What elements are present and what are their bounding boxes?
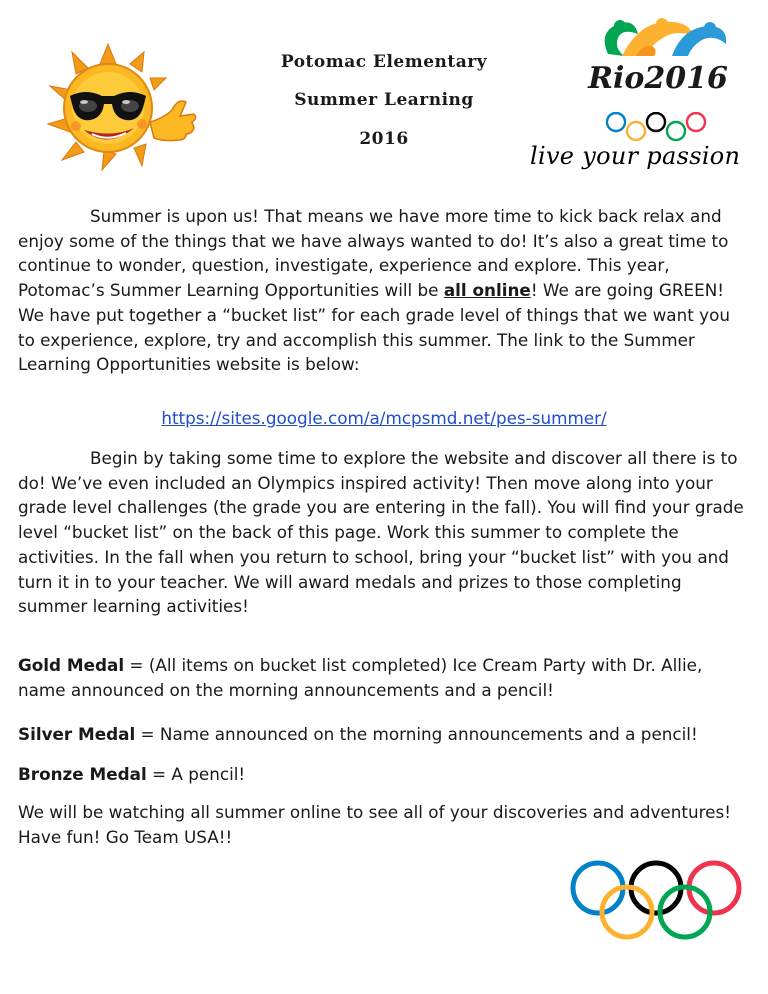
silver-medal-item — [18, 722, 748, 747]
instructions-paragraph: Begin by taking some time to explore the website and discover all there is to do! We’ve even included an Olympics inspired activity! Then move along into your grade level challenges (the grade you are entering in the fall). You will find your grade level “bucket list” on the back of this page. Work this summer to complete the activities. In the fall when you return to school, bring your “bucket list” with you and turn it in to your teacher. We will award medals and prizes to those completing summer learning activities! — [18, 448, 744, 617]
silver-medal-desc: = Name announced on the morning announcements and a pencil! — [135, 724, 698, 744]
intro-text-1: Summer is upon us! That means we have more time to kick back relax and enjoy some of the things that we have always wanted to do! It’s also a great time to continue to wonder, question, investigate, experience and explore. This year, Potomac’s Summer Learning Opportunities will be — [18, 206, 729, 301]
closing-paragraph: We will be watching all summer online to see all of your discoveries and adventures! Have fun! Go Team USA!! — [18, 802, 731, 847]
olympic-rings-icon — [568, 858, 744, 940]
olympic-rings-small-icon — [600, 112, 712, 142]
gold-medal-label: Gold Medal — [18, 655, 125, 675]
silver-medal-label: Silver Medal — [18, 724, 136, 744]
program-title: Summer Learning — [294, 90, 474, 110]
rio-slogan: live your passion — [530, 142, 741, 170]
gold-medal-item — [18, 653, 748, 702]
rio-logo-text: Rio2016 — [588, 61, 728, 96]
website-link-row — [0, 408, 768, 428]
sun-sunglasses-icon — [46, 42, 198, 172]
gold-medal-desc: = (All items on bucket list completed) Ice Cream Party with Dr. Allie, name announced on the morning announcements and a pencil! — [18, 655, 703, 700]
intro-text-2: ! We are going GREEN! We have put together a “bucket list” for each grade level of things that we want you to experience, explore, try and accomplish this summer. The link to the Summer Learning Opportunities website is below: — [18, 280, 730, 375]
program-year: 2016 — [359, 129, 409, 149]
bronze-medal-desc: = A pencil! — [146, 764, 246, 784]
rio2016-logo-icon — [578, 14, 738, 96]
bronze-medal-label: Bronze Medal — [18, 764, 147, 784]
intro-paragraph — [18, 204, 748, 377]
bronze-medal-item — [18, 762, 748, 787]
summer-website-link[interactable]: https://sites.google.com/a/mcpsmd.net/pes-summer/ — [161, 408, 607, 428]
all-online-emphasis: all online — [443, 280, 531, 301]
school-name: Potomac Elementary — [280, 52, 488, 72]
